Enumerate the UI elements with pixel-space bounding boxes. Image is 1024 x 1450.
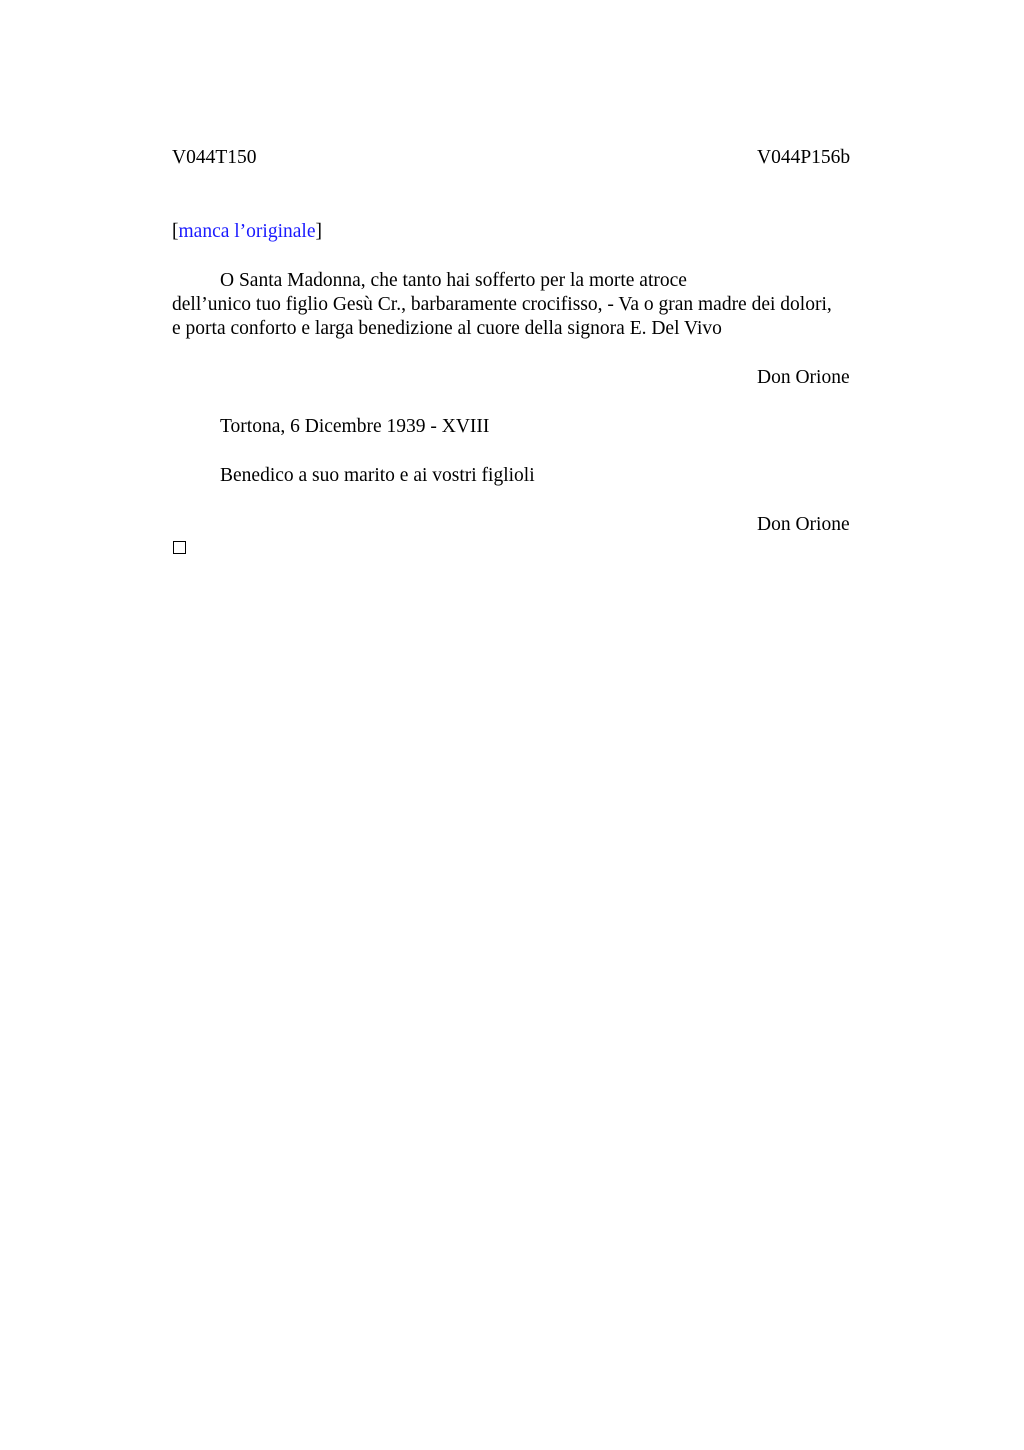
note-open-bracket: [ (172, 221, 179, 242)
body-line-1: O Santa Madonna, che tanto hai sofferto per la morte atroce (220, 270, 687, 291)
document-code-right: V044P156b (757, 147, 851, 168)
place-date: Tortona, 6 Dicembre 1939 - XVIII (220, 416, 490, 437)
checkbox[interactable] (173, 541, 186, 554)
document-code-left: V044T150 (172, 147, 257, 168)
missing-original-note (172, 220, 322, 244)
body-line-2: dell’unico tuo figlio Gesù Cr., barbaramente crocifisso, - Va o gran madre dei dolori, (172, 294, 832, 315)
body-line-3: e porta conforto e larga benedizione al cuore della signora E. Del Vivo (172, 318, 722, 339)
missing-original-link[interactable]: manca l’originale (178, 221, 316, 242)
postscript: Benedico a suo marito e ai vostri figlioli (220, 465, 535, 486)
note-close-bracket: ] (315, 221, 322, 242)
signature-2: Don Orione (757, 514, 850, 535)
signature-1: Don Orione (757, 367, 850, 388)
